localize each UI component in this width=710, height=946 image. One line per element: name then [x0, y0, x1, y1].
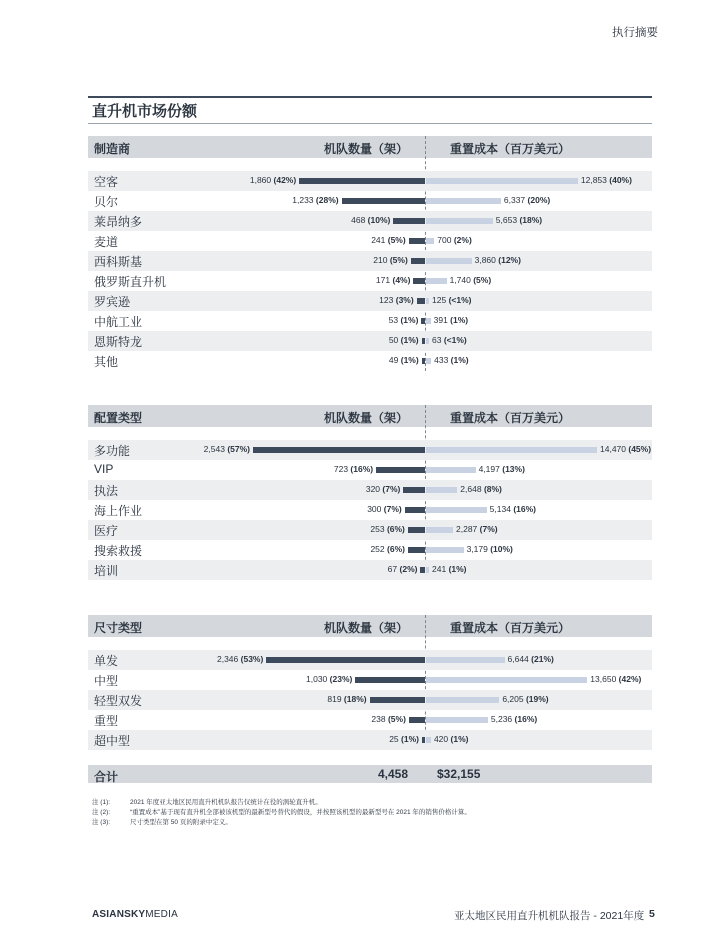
cost-value-label: 4,197 (13%): [478, 464, 525, 474]
row-label: 超中型: [94, 734, 131, 748]
fleet-value-label: 723 (16%): [333, 464, 374, 474]
fleet-value-label: 50 (1%): [388, 335, 419, 345]
fleet-bar: [413, 278, 425, 284]
column-header-fleet: 机队数量（架）: [324, 411, 409, 425]
fleet-value-label: 49 (1%): [388, 355, 419, 365]
row-label: 单发: [94, 654, 119, 668]
cost-bar: [426, 298, 429, 304]
table-row: [88, 560, 652, 580]
fleet-bar: [370, 697, 425, 703]
page-number: 5: [649, 908, 655, 920]
cost-bar: [426, 657, 505, 663]
cost-value-label: 433 (1%): [434, 355, 469, 365]
cost-value-label: 6,205 (19%): [502, 694, 549, 704]
cost-bar: [426, 358, 431, 364]
footnote-3: 注 (3): 尺寸类型在第 50 页的附录中定义。: [92, 819, 232, 826]
footnotes: [92, 798, 471, 828]
cost-bar: [426, 258, 472, 264]
row-label: 中航工业: [94, 315, 143, 329]
cost-value-label: 5,653 (18%): [495, 215, 543, 225]
table-row: [88, 710, 652, 730]
fleet-value-label: 468 (10%): [351, 215, 391, 225]
fleet-value-label: 1,860 (42%): [249, 175, 297, 185]
cost-value-label: 3,860 (12%): [474, 255, 521, 265]
cost-bar: [426, 487, 457, 493]
section-header: [88, 615, 652, 637]
cost-value-label: 391 (1%): [433, 315, 469, 325]
fleet-value-label: 1,233 (28%): [292, 195, 339, 205]
fleet-bar: [409, 238, 425, 244]
fleet-value-label: 238 (5%): [371, 714, 406, 724]
cost-bar: [426, 198, 501, 204]
fleet-bar: [342, 198, 425, 204]
cost-value-label: 63 (<1%): [432, 335, 467, 345]
row-label: 中型: [94, 674, 119, 688]
row-label: 俄罗斯直升机: [94, 275, 167, 289]
title-top-rule: [88, 96, 652, 98]
title-bottom-rule: [88, 123, 652, 124]
cost-bar: [426, 318, 431, 324]
fleet-bar: [266, 657, 425, 663]
cost-value-label: 14,470 (45%): [600, 444, 652, 454]
cost-value-label: 6,644 (21%): [507, 654, 554, 664]
total-fleet: 4,458: [377, 767, 408, 781]
table-row: [88, 351, 652, 371]
row-label: 培训: [94, 564, 119, 578]
fleet-bar: [299, 178, 425, 184]
fleet-bar: [417, 298, 425, 304]
row-label: 麦道: [94, 235, 119, 249]
cost-bar: [426, 507, 487, 513]
footnote-2: 注 (2): “重置成本”基于现有直升机全部被该机型的最新型号替代的假设，并按照该机型的最新型号在 2021 年的销售价格计算。: [92, 809, 471, 816]
table-row: [88, 271, 652, 291]
row-label: 罗宾逊: [94, 295, 131, 309]
fleet-bar: [405, 507, 425, 513]
cost-value-label: 6,337 (20%): [503, 195, 551, 205]
column-header-category: 尺寸类型: [94, 621, 143, 635]
fleet-value-label: 67 (2%): [387, 564, 418, 574]
table-row: [88, 730, 652, 750]
cost-bar: [426, 527, 453, 533]
cost-bar: [426, 278, 447, 284]
row-label: 海上作业: [94, 504, 143, 518]
row-label: 恩斯特龙: [94, 335, 143, 349]
column-header-fleet: 机队数量（架）: [324, 621, 409, 635]
table-row: [88, 291, 652, 311]
cost-bar: [426, 467, 476, 473]
row-label: 西科斯基: [94, 255, 143, 269]
column-header-cost: 重置成本（百万美元）: [450, 411, 571, 425]
table-row: [88, 331, 652, 351]
section-header: [88, 136, 652, 158]
section-tag: 执行摘要: [612, 27, 658, 39]
fleet-value-label: 819 (18%): [327, 694, 367, 704]
fleet-bar: [408, 547, 425, 553]
fleet-value-label: 123 (3%): [379, 295, 414, 305]
row-label: 执法: [94, 484, 119, 498]
fleet-bar: [393, 218, 425, 224]
cost-bar: [426, 697, 499, 703]
report-title: 亚太地区民用直升机机队报告 - 2021年度: [454, 910, 645, 922]
column-header-category: 制造商: [94, 142, 131, 156]
fleet-bar: [422, 338, 425, 344]
column-header-category: 配置类型: [94, 411, 143, 425]
fleet-bar: [409, 717, 425, 723]
row-label: 搜索救援: [94, 544, 143, 558]
cost-bar: [426, 447, 597, 453]
cost-value-label: 5,134 (16%): [489, 504, 536, 514]
column-header-cost: 重置成本（百万美元）: [450, 142, 571, 156]
cost-bar: [426, 547, 464, 553]
cost-value-label: 5,236 (16%): [490, 714, 538, 724]
table-row: [88, 311, 652, 331]
fleet-bar: [420, 567, 425, 573]
row-label: 空客: [94, 175, 119, 189]
fleet-bar: [422, 358, 425, 364]
cost-bar: [426, 238, 434, 244]
cost-bar: [426, 218, 493, 224]
cost-bar: [426, 737, 431, 743]
cost-value-label: 3,179 (10%): [466, 544, 513, 554]
row-label: 其他: [94, 355, 119, 369]
fleet-value-label: 1,030 (23%): [306, 674, 353, 684]
cost-value-label: 13,650 (42%): [590, 674, 642, 684]
fleet-bar: [376, 467, 425, 473]
cost-value-label: 2,648 (8%): [460, 484, 502, 494]
fleet-value-label: 320 (7%): [365, 484, 401, 494]
column-header-cost: 重置成本（百万美元）: [450, 621, 571, 635]
fleet-bar: [253, 447, 425, 453]
row-label: 轻型双发: [94, 694, 143, 708]
table-row: [88, 251, 652, 271]
asiansky-media-logo: ASIANSKYMEDIA: [92, 909, 178, 920]
cost-bar: [426, 567, 429, 573]
fleet-bar: [403, 487, 425, 493]
fleet-value-label: 2,543 (57%): [203, 444, 250, 454]
section-header: [88, 405, 652, 427]
fleet-bar: [421, 318, 425, 324]
fleet-value-label: 53 (1%): [388, 315, 419, 325]
row-label: 重型: [94, 714, 119, 728]
fleet-bar: [355, 677, 425, 683]
cost-bar: [426, 717, 488, 723]
fleet-value-label: 210 (5%): [373, 255, 408, 265]
fleet-value-label: 241 (5%): [371, 235, 406, 245]
total-row: [88, 765, 652, 783]
fleet-bar: [411, 258, 425, 264]
cost-value-label: 700 (2%): [437, 235, 472, 245]
column-header-fleet: 机队数量（架）: [324, 142, 409, 156]
cost-bar: [426, 677, 587, 683]
fleet-bar: [422, 737, 425, 743]
cost-value-label: 420 (1%): [433, 734, 469, 744]
row-label: 医疗: [94, 524, 119, 538]
cost-bar: [426, 338, 429, 344]
fleet-value-label: 252 (6%): [370, 544, 405, 554]
row-label: 莱昂纳多: [94, 215, 143, 229]
fleet-value-label: 300 (7%): [367, 504, 402, 514]
cost-bar: [426, 178, 578, 184]
row-label: VIP: [94, 462, 114, 476]
fleet-value-label: 171 (4%): [375, 275, 411, 285]
table-row: [88, 231, 652, 251]
footnote-1: 注 (1): 2021 年度亚太地区民用直升机机队报告仅统计在役的涡轮直升机。: [92, 799, 322, 806]
page-title: 直升机市场份额: [92, 103, 198, 120]
fleet-value-label: 253 (6%): [370, 524, 405, 534]
cost-value-label: 241 (1%): [432, 564, 467, 574]
fleet-value-label: 2,346 (53%): [216, 654, 264, 664]
row-label: 多功能: [94, 444, 131, 458]
fleet-bar: [408, 527, 425, 533]
row-label: 贝尔: [94, 195, 119, 209]
cost-value-label: 1,740 (5%): [449, 275, 492, 285]
fleet-value-label: 25 (1%): [389, 734, 419, 744]
cost-value-label: 2,287 (7%): [456, 524, 498, 534]
cost-value-label: 125 (<1%): [432, 295, 472, 305]
total-cost: $32,155: [437, 767, 481, 781]
cost-value-label: 12,853 (40%): [580, 175, 632, 185]
total-label: 合计: [94, 770, 119, 784]
